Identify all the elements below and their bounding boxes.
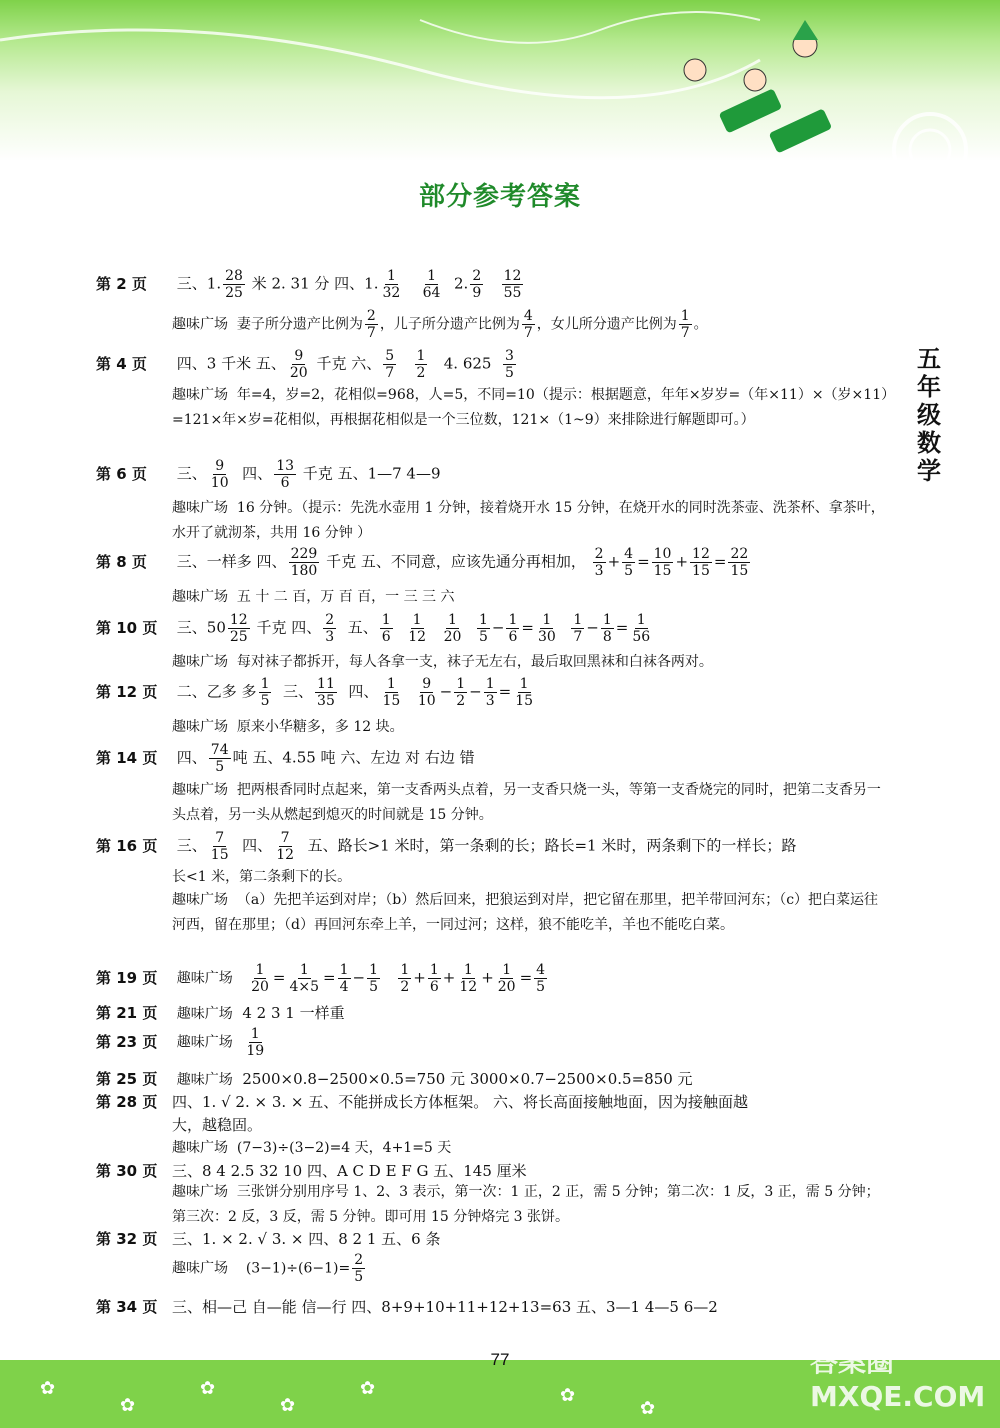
answer-row-p30: 第 30 页 三、8 4 2.5 32 10 四、A C D E F G 五、145 厘米 [96,1162,527,1180]
answer-row-p12: 第 12 页 二、乙多 多 $\frac{1}{5}$ 三、 $\frac{11}{35}$ 四、 $\frac{1}{15}$ $\frac{9}{10}$ − $\frac{1}{2}$ − $\frac{1}{3}$ = $\frac{1}{15}$ [96,676,534,709]
fun-corner-p30: 趣味广场 三张饼分别用序号 1、2、3 表示，第一次：1 正，2 正，需 5 分钟；第二次：1 反，3 正，需 5 分钟；第三次：2 反，3 反，需 5 分钟。即可用 15 分钟烙完 3 张饼。 [172,1184,880,1225]
answer-row-p28-cont: 大，越稳固。 [172,1116,263,1134]
fun-corner-p32: 趣味广场 (3−1)÷(6−1)= $\frac{2}{5}$ [172,1252,364,1285]
fun-corner-p4: 趣味广场 年=4，岁=2，花相似=968，人=5，不同=10（提示：根据题意，年年×岁岁=（年×11）×（岁×11）=121×年×岁=花相似，再根据花相似是一个三位数，121×（1~9）来排除进行解题即可。） [172,387,889,428]
flower-icon: ✿ [200,1378,216,1399]
answer-row-p25: 第 25 页 趣味广场 2500×0.8−2500×0.5=750 元 3000×0.7−2500×0.5=850 元 [96,1070,693,1088]
page-number: 77 [490,1350,510,1369]
answer-row-p10: 第 10 页 三、50 $\frac{12}{25}$ 千克 四、 $\frac{2}{3}$ 五、 $\frac{1}{6}$ $\frac{1}{12}$ $\frac{1}{20}$ $\frac{1}{5}$ − $\frac{1}{6}$ = $\frac{1}{30}$ $\frac{1}{7}$ − $\frac{1}{8}$ = $\frac{1}{56}$ [96,612,651,645]
answer-row-p16: 第 16 页 三、 $\frac{7}{15}$ 四、 $\frac{7}{12}$ 五、路长>1 米时，第一条剩的长；路长=1 米时，两条剩下的一样长；路 [96,830,797,863]
fun-corner-p12: 趣味广场 原来小华糖多，多 12 块。 [172,719,404,735]
fun-corner-p6: 趣味广场 16 分钟。（提示：先洗水壶用 1 分钟，接着烧开水 15 分钟，在烧开水的同时洗茶壶、洗茶杯、拿茶叶，水开了就沏茶，共用 16 分钟 ） [172,500,885,541]
answer-row-p19: 第 19 页 趣味广场 $\frac{1}{20}$ = $\frac{1}{4\times 5}$ = $\frac{1}{4}$ − $\frac{1}{5}$ $\frac{1}{2}$ + $\frac{1}{6}$ + $\frac{1}{12}$ + $\frac{1}{20}$ = $\frac{4}{5}$ [96,962,546,995]
answer-row-p28: 第 28 页 四、1. √ 2. × 3. × 五、不能拼成长方体框架。 六、将长高面接触地面，因为接触面越 [96,1093,749,1111]
answer-row-p14: 第 14 页 四、 $\frac{74}{5}$ 吨 五、4.55 吨 六、左边 对 右边 错 [96,742,475,775]
watermark-logo: 答案圈 MXQE.COM [810,1345,986,1413]
answer-row-p4: 第 4 页 四、3 千米 五、 $\frac{9}{20}$ 千克 六、 $\frac{5}{7}$ $\frac{1}{2}$ 4. 625 $\frac{3}{5}$ [96,348,514,381]
answer-row-p34: 第 34 页 三、相—己 自—能 信—行 四、8+9+10+11+12+13=63 五、3—1 4—5 6—2 [96,1298,718,1316]
flower-icon: ✿ [360,1378,376,1399]
flower-icon: ✿ [120,1395,136,1416]
answer-row-p8: 第 8 页 三、一样多 四、 $\frac{229}{180}$ 千克 五、不同意，应该先通分再相加， $\frac{2}{3}$ + $\frac{4}{5}$ = $\frac{10}{15}$ + $\frac{12}{15}$ = $\frac{22}{15}$ [96,546,749,579]
fun-corner-p8: 趣味广场 五 十 二 百，万 百 百，一 三 三 六 [172,589,455,605]
page-title: 部分参考答案 [418,182,581,212]
answer-row-p6: 第 6 页 三、 $\frac{9}{10}$ 四、 $\frac{13}{6}$ 千克 五、1—7 4—9 [96,458,441,491]
answer-row-p32: 第 32 页 三、1. × 2. √ 3. × 四、8 2 1 五、6 条 [96,1230,441,1248]
answer-row-p2: 第 2 页 三、1. $\frac{28}{25}$ 米 2. 31 分 四、1. $\frac{1}{32}$ $\frac{1}{64}$ 2. $\frac{2}{9}$ $\frac{12}{55}$ [96,268,522,301]
answer-row-p23: 第 23 页 趣味广场 $\frac{1}{19}$ [96,1026,265,1059]
flower-icon: ✿ [280,1395,296,1416]
flower-icon: ✿ [560,1385,576,1406]
fun-corner-p16: 趣味广场 （a）先把羊运到对岸；（b）然后回来，把狼运到对岸，把它留在那里，把羊带回河东；（c）把白菜运往河西，留在那里；（d）再回河东牵上羊，一同过河；这样，狼不能吃羊，羊也不能吃白菜。 [172,892,879,933]
answer-row-p21: 第 21 页 趣味广场 4 2 3 1 一样重 [96,1004,345,1022]
side-label-grade-math: 五 年 级 数 学 [917,345,941,485]
flower-icon: ✿ [40,1378,56,1399]
fun-corner-p2: 趣味广场 妻子所分遗产比例为 $\frac{2}{7}$ ，儿子所分遗产比例为 $\frac{4}{7}$ ，女儿所分遗产比例为 $\frac{1}{7}$ 。 [172,308,708,341]
kids-illustration [684,20,832,154]
flower-icon: ✿ [640,1398,656,1419]
answer-row-p16-cont: 长<1 米，第二条剩下的长。 [172,869,352,885]
fun-corner-p28: 趣味广场 (7−3)÷(3−2)=4 天，4+1=5 天 [172,1140,452,1156]
fun-corner-p14: 趣味广场 把两根香同时点起来，第一支香两头点着，另一支香只烧一头，等第一支香烧完的同时，把第二支香另一头点着，另一头从燃起到熄灭的时间就是 15 分钟。 [172,782,881,823]
fun-corner-p10: 趣味广场 每对袜子都拆开，每人各拿一支，袜子无左右，最后取回黑袜和白袜各两对。 [172,654,713,670]
